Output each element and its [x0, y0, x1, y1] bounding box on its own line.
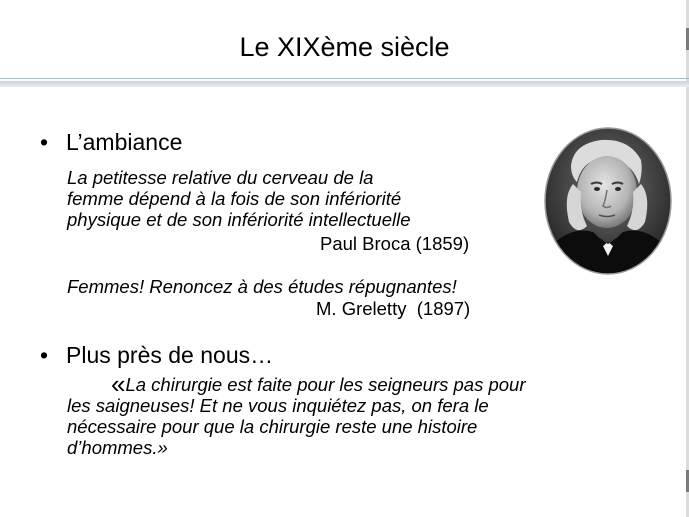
portrait-photo-icon	[543, 126, 673, 276]
chirurgie-quote	[67, 369, 526, 458]
broca-quote-line: physique et de son infériorité intellectuelle	[67, 209, 411, 230]
title-divider	[0, 78, 689, 79]
title-divider-band	[0, 81, 689, 87]
broca-quote-line: La petitesse relative du cerveau de la	[67, 167, 374, 188]
chirurgie-quote-line	[67, 369, 526, 399]
slide-title: Le XIXème siècle	[239, 32, 450, 62]
open-quote-mark: «	[111, 369, 126, 399]
chirurgie-quote-line: les saigneuses! Et ne vous inquiétez pas, on fera le	[67, 395, 489, 416]
chirurgie-quote-text: La chirurgie est faite pour les seigneurs pas pour	[125, 374, 526, 395]
greletty-quote: Femmes! Renoncez à des études répugnantes!	[67, 276, 457, 297]
chirurgie-quote-line: d’hommes.»	[67, 437, 168, 458]
bullet-ambiance	[40, 128, 182, 156]
chirurgie-quote-line: nécessaire pour que la chirurgie reste une histoire	[67, 416, 478, 437]
bullet-marker: •	[40, 129, 49, 155]
bullet-plus-pres-label: Plus près de nous…	[66, 342, 274, 368]
greletty-attribution: M. Greletty (1897)	[316, 298, 471, 319]
broca-quote-line: femme dépend à la fois de son infériorité	[67, 188, 402, 209]
broca-attribution: Paul Broca (1859)	[320, 233, 470, 254]
bullet-ambiance-label: L’ambiance	[66, 129, 183, 155]
bullet-marker: •	[40, 342, 49, 368]
broca-quote	[67, 167, 411, 230]
bullet-plus-pres	[40, 341, 273, 369]
